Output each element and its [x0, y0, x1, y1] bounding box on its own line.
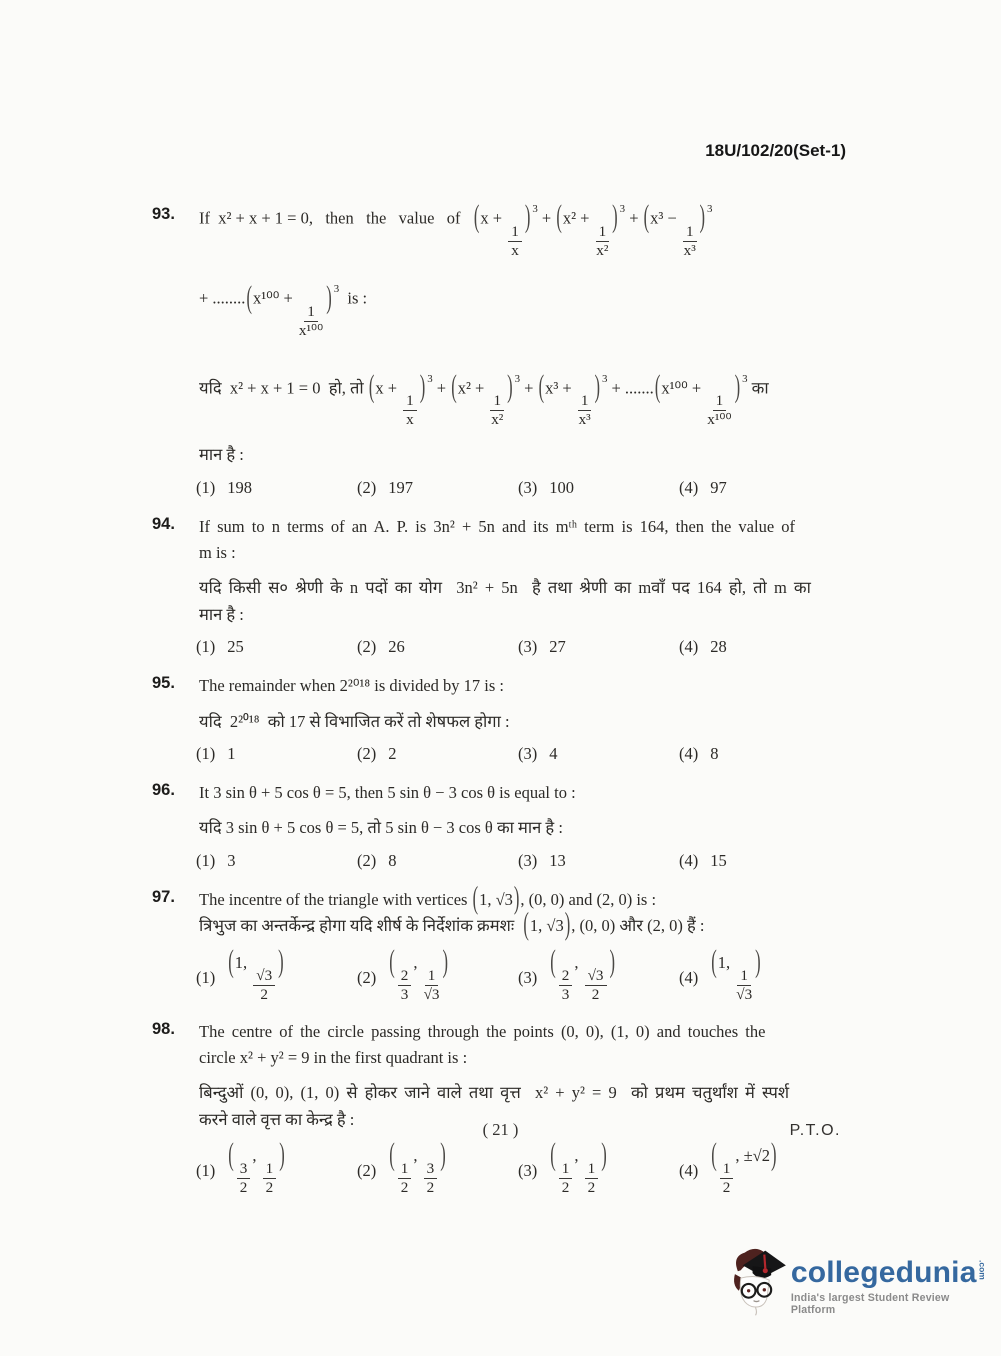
question-number: 98. [152, 1019, 175, 1038]
option-value: (1, $\frac{1}{√3}$ ) [711, 942, 761, 1003]
option-label: (3) [518, 967, 538, 987]
option-label: (2) [357, 744, 377, 764]
option-value: 100 [549, 477, 574, 497]
option-value: 28 [710, 637, 727, 657]
question-text-english: The centre of the circle passing through the points (0, 0), (1, 0) and touches the [199, 1021, 766, 1041]
question-98 [152, 1019, 852, 1197]
question-94 [152, 514, 852, 658]
option-value: ( $\frac{3}{2}$ , $\frac{1}{2}$ ) [228, 1136, 285, 1197]
option-value: 3 [227, 850, 236, 870]
options-row [196, 1136, 852, 1197]
option-label: (3) [518, 744, 538, 764]
option-1 [196, 744, 357, 764]
option-1 [196, 1136, 357, 1197]
option-2 [357, 744, 518, 764]
question-text-english: The incentre of the triangle with vertices (1, √3), (0, 0) and (2, 0) is : [199, 879, 657, 916]
option-1 [196, 637, 357, 657]
brand-name: collegedunia [790, 1256, 977, 1289]
option-value: 197 [388, 477, 413, 497]
option-label: (4) [679, 967, 699, 987]
option-label: (2) [357, 477, 377, 497]
question-text-english: If sum to n terms of an A. P. is 3n² + 5n and its mᵗʰ term is 164, then the value of [199, 516, 796, 536]
option-value: 198 [227, 477, 252, 497]
option-2 [357, 942, 518, 1003]
options-row [196, 851, 852, 871]
question-93 [152, 192, 852, 498]
question-text-hindi: यदि 3 sin θ + 5 cos θ = 5, तो 5 sin θ − 3 cos θ का मान है : [199, 818, 563, 838]
question-text-hindi-cont: करने वाले वृत्त का केन्द्र है : [199, 1109, 355, 1129]
option-label: (3) [518, 850, 538, 870]
question-text-hindi: यदि किसी स० श्रेणी के n पदों का योग 3n² + 5n है तथा श्रेणी का mवाँ पद 164 हो, तो m का [199, 578, 811, 598]
options-row [196, 478, 852, 498]
option-label: (1) [196, 744, 216, 764]
option-value: ( $\frac{2}{3}$ , $\frac{√3}{2}$ ) [550, 942, 616, 1003]
option-4 [679, 478, 727, 498]
question-text-english: It 3 sin θ + 5 cos θ = 5, then 5 sin θ − 3 cos θ is equal to : [199, 783, 576, 803]
option-value: ( $\frac{1}{2}$ , ±√2) [711, 1136, 777, 1197]
option-label: (4) [679, 850, 699, 870]
option-4 [679, 851, 727, 871]
brand-tld: .com [977, 1260, 988, 1280]
option-value: (1, $\frac{√3}{2}$ ) [228, 942, 284, 1003]
option-value: 15 [710, 850, 727, 870]
option-2 [357, 478, 518, 498]
question-text-english-cont: + ........(x¹⁰⁰ + $\frac{1}{\text{x¹⁰⁰}}$ ) $^3$ is : [199, 278, 368, 339]
page-number: ( 21 ) [482, 1120, 519, 1139]
question-text-english: The remainder when 2²⁰¹⁸ is divided by 17 is : [199, 676, 504, 696]
question-text-hindi: त्रिभुज का अन्तर्केन्द्र होगा यदि शीर्ष के निर्देशांक क्रमशः (1, √3), (0, 0) और (2, 0) हैं : [199, 905, 705, 942]
option-value: 8 [388, 850, 397, 870]
option-2 [357, 851, 518, 871]
brand-tagline: India's largest Student Review Platform [790, 1292, 950, 1316]
question-text-english-cont: m is : [199, 543, 236, 563]
option-3 [518, 1136, 679, 1197]
option-label: (3) [518, 477, 538, 497]
option-value: ( $\frac{1}{2}$ , $\frac{1}{2}$ ) [550, 1136, 607, 1197]
option-value: 25 [227, 637, 244, 657]
question-number: 97. [152, 887, 175, 906]
option-4 [679, 744, 719, 764]
option-value: 97 [710, 477, 727, 497]
question-text-english: If x² + x + 1 = 0, then the value of (x + $\frac{1}{x}$ ) $^3$ + (x² + $\frac{1}{\text{x²}}$ ) $^3$ + (x³ − $\frac{1}{\text{x³}}$ ) $^3$ [199, 198, 713, 259]
option-2 [357, 637, 518, 657]
question-number: 94. [152, 514, 175, 533]
option-label: (1) [196, 967, 216, 987]
collegedunia-logo [731, 1244, 993, 1318]
option-3 [518, 637, 679, 657]
question-96 [152, 780, 852, 871]
question-95 [152, 673, 852, 764]
option-4 [679, 637, 727, 657]
question-text-hindi: यदि x² + x + 1 = 0 हो, तो (x + $\frac{1}{x}$ ) $^3$ + (x² + $\frac{1}{\text{x²}}$ ) $^3$ + (x³ + $\frac{1}{\text{x³}}$ ) $^3$ + .......(x¹⁰⁰ + $\frac{1}{\text{x¹⁰⁰}}$ ) $^3$ का [199, 368, 769, 429]
question-number: 93. [152, 205, 175, 223]
option-value: 26 [388, 637, 405, 657]
option-1 [196, 942, 357, 1003]
option-4 [679, 942, 762, 1003]
option-label: (1) [196, 477, 216, 497]
question-text-english-cont: circle x² + y² = 9 in the first quadrant is : [199, 1048, 468, 1068]
options-row [196, 637, 852, 657]
option-value: ( $\frac{2}{3}$ , $\frac{1}{√3}$ ) [389, 942, 449, 1003]
option-1 [196, 851, 357, 871]
option-label: (4) [679, 637, 699, 657]
option-label: (1) [196, 637, 216, 657]
option-label: (2) [357, 637, 377, 657]
option-label: (4) [679, 744, 699, 764]
option-label: (1) [196, 850, 216, 870]
option-value: 27 [549, 637, 566, 657]
option-label: (2) [357, 1161, 377, 1181]
question-text-hindi-cont: मान है : [199, 604, 244, 624]
question-number: 96. [152, 781, 175, 800]
paper-code: 18U/102/20(Set-1) [705, 141, 846, 160]
option-label: (4) [679, 477, 699, 497]
option-value: 8 [710, 744, 719, 764]
option-label: (2) [357, 850, 377, 870]
collegedunia-mascot-icon [731, 1244, 788, 1318]
option-4 [679, 1136, 777, 1197]
option-label: (3) [518, 637, 538, 657]
option-value: 2 [388, 744, 397, 764]
pto-label: P.T.O. [789, 1122, 841, 1139]
option-3 [518, 744, 679, 764]
question-number: 95. [152, 674, 175, 693]
option-value: ( $\frac{1}{2}$ , $\frac{3}{2}$ ) [389, 1136, 446, 1197]
question-text-hindi: यदि 2²⁰¹⁸ को 17 से विभाजित करें तो शेषफल होगा : [199, 711, 510, 731]
options-row [196, 942, 852, 1003]
option-1 [196, 478, 357, 498]
questions-area [152, 192, 852, 1212]
option-value: 1 [227, 744, 236, 764]
question-97 [152, 879, 852, 1003]
option-label: (1) [196, 1161, 216, 1181]
question-text-hindi: बिन्दुओं (0, 0), (1, 0) से होकर जाने वाले तथा वृत्त x² + y² = 9 को प्रथम चतुर्थांश में स्पर्श [199, 1083, 790, 1103]
option-label: (3) [518, 1161, 538, 1181]
option-2 [357, 1136, 518, 1197]
option-label: (4) [679, 1161, 699, 1181]
option-label: (2) [357, 967, 377, 987]
option-value: 4 [549, 744, 558, 764]
option-3 [518, 942, 679, 1003]
option-3 [518, 851, 679, 871]
question-text-hindi-cont: मान है : [199, 445, 244, 465]
option-value: 13 [549, 850, 566, 870]
option-3 [518, 478, 679, 498]
options-row [196, 744, 852, 764]
